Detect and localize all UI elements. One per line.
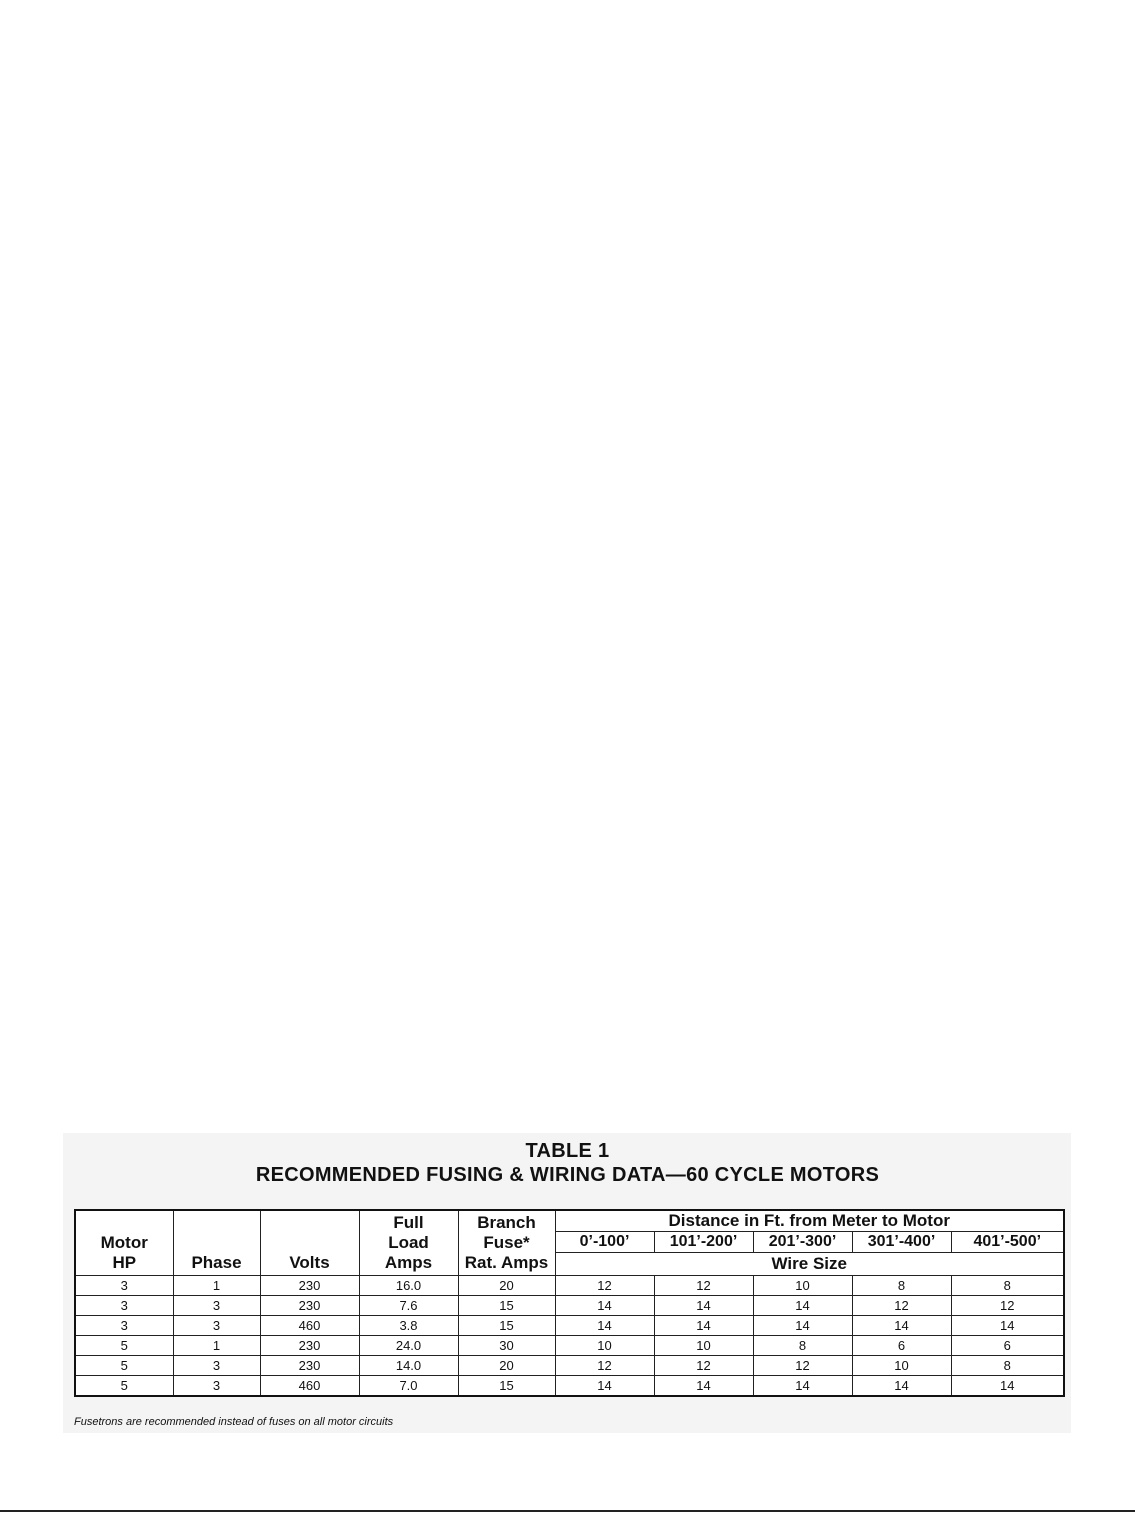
cell-full-load-amps: 16.0 (359, 1276, 458, 1296)
table-row (75, 1376, 1064, 1397)
cell-wire-size: 12 (555, 1356, 654, 1376)
cell-full-load-amps: 24.0 (359, 1336, 458, 1356)
col-header-range: 201’-300’ (753, 1232, 852, 1253)
cell-wire-size: 14 (951, 1376, 1064, 1397)
page-bottom-rule (0, 1510, 1135, 1512)
cell-wire-size: 14 (753, 1376, 852, 1397)
fusing-wiring-table (74, 1209, 1065, 1397)
col-header-phase: Phase (173, 1210, 260, 1276)
cell-motor-hp: 5 (75, 1356, 173, 1376)
col-header-range: 301’-400’ (852, 1232, 951, 1253)
cell-wire-size: 10 (654, 1336, 753, 1356)
cell-motor-hp: 5 (75, 1336, 173, 1356)
cell-wire-size: 8 (951, 1356, 1064, 1376)
cell-wire-size: 10 (852, 1356, 951, 1376)
cell-phase: 3 (173, 1316, 260, 1336)
table-row (75, 1336, 1064, 1356)
col-header-range: 0’-100’ (555, 1232, 654, 1253)
col-header-wire-size: Wire Size (555, 1253, 1064, 1276)
cell-branch-fuse: 15 (458, 1316, 555, 1336)
col-header-volts: Volts (260, 1210, 359, 1276)
cell-wire-size: 14 (555, 1296, 654, 1316)
cell-full-load-amps: 7.0 (359, 1376, 458, 1397)
cell-wire-size: 8 (951, 1276, 1064, 1296)
table-row (75, 1316, 1064, 1336)
cell-phase: 1 (173, 1276, 260, 1296)
cell-wire-size: 10 (555, 1336, 654, 1356)
cell-wire-size: 6 (852, 1336, 951, 1356)
cell-wire-size: 12 (753, 1356, 852, 1376)
col-header-branch-fuse: Branch Fuse* Rat. Amps (458, 1210, 555, 1276)
cell-wire-size: 12 (852, 1296, 951, 1316)
cell-wire-size: 10 (753, 1276, 852, 1296)
table-footnote: Fusetrons are recommended instead of fuses on all motor circuits (74, 1416, 394, 1428)
cell-wire-size: 14 (555, 1376, 654, 1397)
cell-wire-size: 14 (753, 1316, 852, 1336)
cell-branch-fuse: 20 (458, 1276, 555, 1296)
cell-wire-size: 14 (654, 1376, 753, 1397)
table-row (75, 1296, 1064, 1316)
col-header-motor-hp: Motor HP (75, 1210, 173, 1276)
cell-wire-size: 6 (951, 1336, 1064, 1356)
cell-full-load-amps: 14.0 (359, 1356, 458, 1376)
col-header-range: 101’-200’ (654, 1232, 753, 1253)
cell-motor-hp: 5 (75, 1376, 173, 1397)
cell-full-load-amps: 3.8 (359, 1316, 458, 1336)
cell-wire-size: 8 (852, 1276, 951, 1296)
cell-wire-size: 14 (555, 1316, 654, 1336)
cell-full-load-amps: 7.6 (359, 1296, 458, 1316)
table-number: TABLE 1 (525, 1140, 610, 1162)
cell-wire-size: 14 (852, 1316, 951, 1336)
cell-wire-size: 12 (555, 1276, 654, 1296)
cell-wire-size: 12 (951, 1296, 1064, 1316)
cell-volts: 460 (260, 1376, 359, 1397)
col-header-full-load-amps: Full Load Amps (359, 1210, 458, 1276)
cell-phase: 3 (173, 1356, 260, 1376)
cell-wire-size: 14 (654, 1296, 753, 1316)
cell-wire-size: 14 (852, 1376, 951, 1397)
col-header-distance: Distance in Ft. from Meter to Motor (555, 1210, 1064, 1232)
table-row (75, 1356, 1064, 1376)
cell-branch-fuse: 20 (458, 1356, 555, 1376)
table-row (75, 1276, 1064, 1296)
cell-volts: 230 (260, 1336, 359, 1356)
cell-volts: 230 (260, 1276, 359, 1296)
cell-phase: 1 (173, 1336, 260, 1356)
cell-branch-fuse: 15 (458, 1296, 555, 1316)
cell-branch-fuse: 15 (458, 1376, 555, 1397)
cell-branch-fuse: 30 (458, 1336, 555, 1356)
cell-wire-size: 12 (654, 1356, 753, 1376)
cell-motor-hp: 3 (75, 1316, 173, 1336)
table-title: RECOMMENDED FUSING & WIRING DATA—60 CYCLE MOTORS (255, 1164, 880, 1186)
cell-volts: 230 (260, 1296, 359, 1316)
cell-motor-hp: 3 (75, 1276, 173, 1296)
col-header-range: 401’-500’ (951, 1232, 1064, 1253)
cell-phase: 3 (173, 1296, 260, 1316)
cell-wire-size: 14 (753, 1296, 852, 1316)
cell-volts: 460 (260, 1316, 359, 1336)
cell-phase: 3 (173, 1376, 260, 1397)
cell-wire-size: 14 (951, 1316, 1064, 1336)
cell-wire-size: 12 (654, 1276, 753, 1296)
cell-wire-size: 14 (654, 1316, 753, 1336)
cell-motor-hp: 3 (75, 1296, 173, 1316)
cell-wire-size: 8 (753, 1336, 852, 1356)
cell-volts: 230 (260, 1356, 359, 1376)
